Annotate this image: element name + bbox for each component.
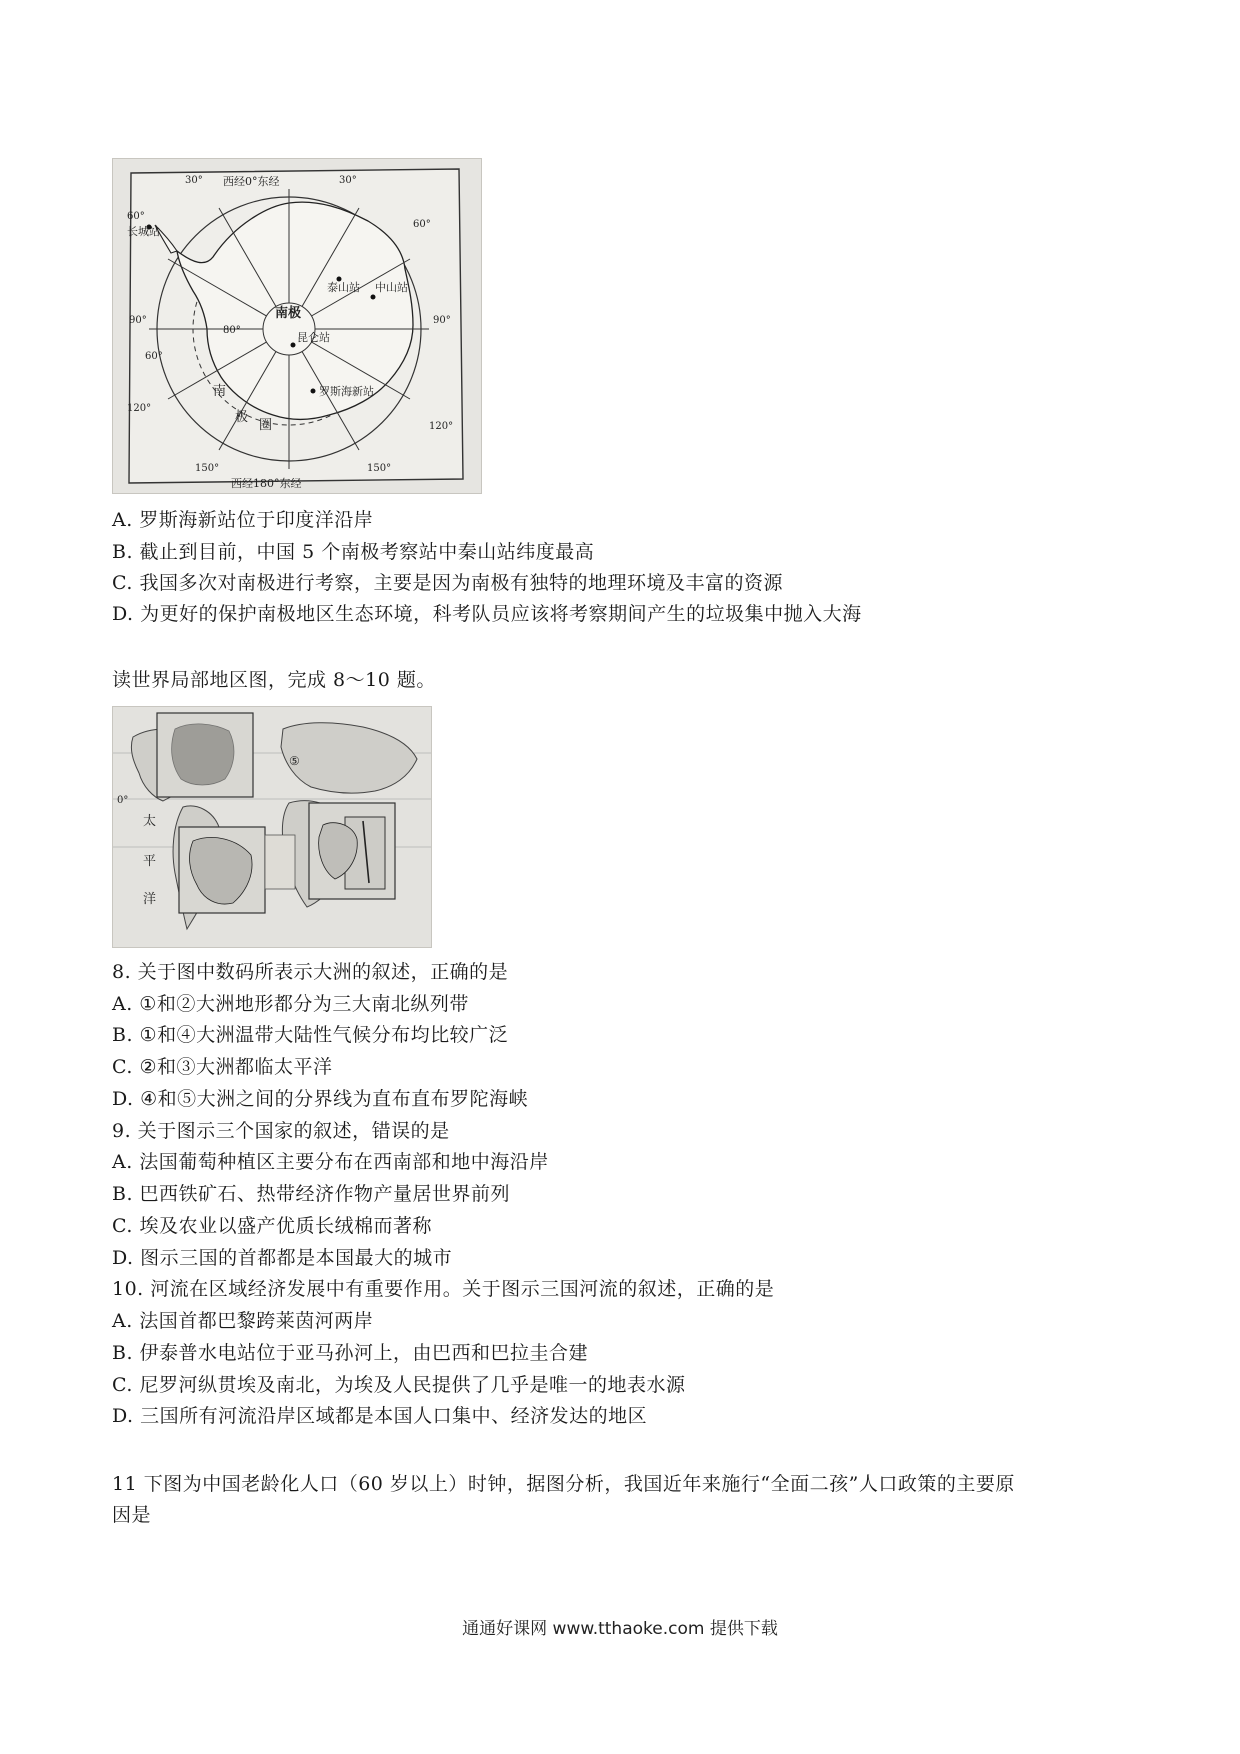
world-map-label-continent-5: ⑤ bbox=[289, 754, 300, 768]
q10-option-b: B. 伊泰普水电站位于亚马孙河上，由巴西和巴拉圭合建 bbox=[112, 1342, 589, 1364]
map-label-taishan-station: 泰山站 bbox=[327, 281, 360, 294]
map-label-90-right: 90° bbox=[433, 315, 451, 326]
q10-option-d: D. 三国所有河流沿岸区域都是本国人口集中、经济发达的地区 bbox=[112, 1405, 648, 1427]
q10-option-c: C. 尼罗河纵贯埃及南北，为埃及人民提供了几乎是唯一的地表水源 bbox=[112, 1374, 686, 1396]
map-label-180-meridian: 西经180°东经 bbox=[231, 477, 302, 490]
map-label-great-wall-station: 长城站 bbox=[127, 225, 160, 238]
intro-questions-8-10: 读世界局部地区图，完成 8～10 题。 bbox=[112, 669, 436, 691]
world-map-label-pacific-3: 洋 bbox=[143, 892, 157, 907]
map-label-150-left: 150° bbox=[195, 463, 220, 474]
map-label-60-lower-left: 60° bbox=[145, 351, 163, 362]
map-label-60-right: 60° bbox=[413, 219, 431, 230]
world-region-map bbox=[112, 706, 432, 948]
q8-option-d: D. ④和⑤大洲之间的分界线为直布直布罗陀海峡 bbox=[112, 1088, 529, 1110]
q9-option-d: D. 图示三国的首都都是本国最大的城市 bbox=[112, 1247, 453, 1269]
world-map-label-pacific-2: 平 bbox=[143, 854, 157, 869]
q9-option-a: A. 法国葡萄种植区主要分布在西南部和地中海沿岸 bbox=[112, 1151, 549, 1173]
q7-option-d: D. 为更好的保护南极地区生态环境，科考队员应该将考察期间产生的垃圾集中抛入大海 bbox=[112, 603, 862, 625]
q9-stem: 9. 关于图示三个国家的叙述，错误的是 bbox=[112, 1120, 450, 1142]
q10-stem: 10. 河流在区域经济发展中有重要作用。关于图示三国河流的叙述，正确的是 bbox=[112, 1278, 775, 1300]
q8-option-a: A. ①和②大洲地形都分为三大南北纵列带 bbox=[112, 993, 469, 1015]
q8-option-c: C. ②和③大洲都临太平洋 bbox=[112, 1056, 333, 1078]
map-label-kunlun-station: 昆仑站 bbox=[297, 331, 330, 344]
q9-option-c: C. 埃及农业以盛产优质长绒棉而著称 bbox=[112, 1215, 432, 1237]
q8-stem: 8. 关于图中数码所表示大洲的叙述，正确的是 bbox=[112, 961, 509, 983]
map-label-antarctic-circle-2: 极 bbox=[235, 410, 249, 425]
world-map-label-equator: 0° bbox=[117, 795, 129, 806]
map-label-120-left: 120° bbox=[127, 403, 152, 414]
map-label-ross-sea-station: 罗斯海新站 bbox=[319, 385, 374, 398]
q7-option-c: C. 我国多次对南极进行考察，主要是因为南极有独特的地理环境及丰富的资源 bbox=[112, 572, 783, 594]
q9-option-b: B. 巴西铁矿石、热带经济作物产量居世界前列 bbox=[112, 1183, 511, 1205]
map-label-90-left: 90° bbox=[129, 315, 147, 326]
map-label-30-left: 30° bbox=[185, 175, 203, 186]
q7-option-b: B. 截止到目前，中国 5 个南极考察站中秦山站纬度最高 bbox=[112, 541, 595, 563]
world-map-label-pacific-1: 太 bbox=[143, 814, 157, 829]
map-label-zhongshan-station: 中山站 bbox=[375, 281, 408, 294]
map-label-antarctic-circle-3: 圈 bbox=[259, 418, 273, 433]
map-label-80: 80° bbox=[223, 325, 241, 336]
q8-option-b: B. ①和④大洲温带大陆性气候分布均比较广泛 bbox=[112, 1024, 509, 1046]
map-label-150-right: 150° bbox=[367, 463, 392, 474]
q11-stem-line-1: 11 下图为中国老龄化人口（60 岁以上）时钟，据图分析，我国近年来施行“全面二孩”人口政策的主要原 bbox=[112, 1473, 1015, 1495]
antarctica-map bbox=[112, 158, 482, 494]
q10-option-a: A. 法国首都巴黎跨莱茵河两岸 bbox=[112, 1310, 374, 1332]
page-footer: 通通好课网 www.tthaoke.com 提供下载 bbox=[462, 1619, 778, 1639]
q11-stem-line-2: 因是 bbox=[112, 1504, 152, 1526]
map-label-120-right: 120° bbox=[429, 421, 454, 432]
map-label-60-left: 60° bbox=[127, 211, 145, 222]
map-label-30-right: 30° bbox=[339, 175, 357, 186]
map-label-antarctic-circle-1: 南 bbox=[213, 384, 227, 399]
q7-option-a: A. 罗斯海新站位于印度洋沿岸 bbox=[112, 509, 374, 531]
map-label-south-pole: 南极 bbox=[275, 306, 302, 321]
map-label-0-meridian: 西经0°东经 bbox=[223, 175, 280, 188]
